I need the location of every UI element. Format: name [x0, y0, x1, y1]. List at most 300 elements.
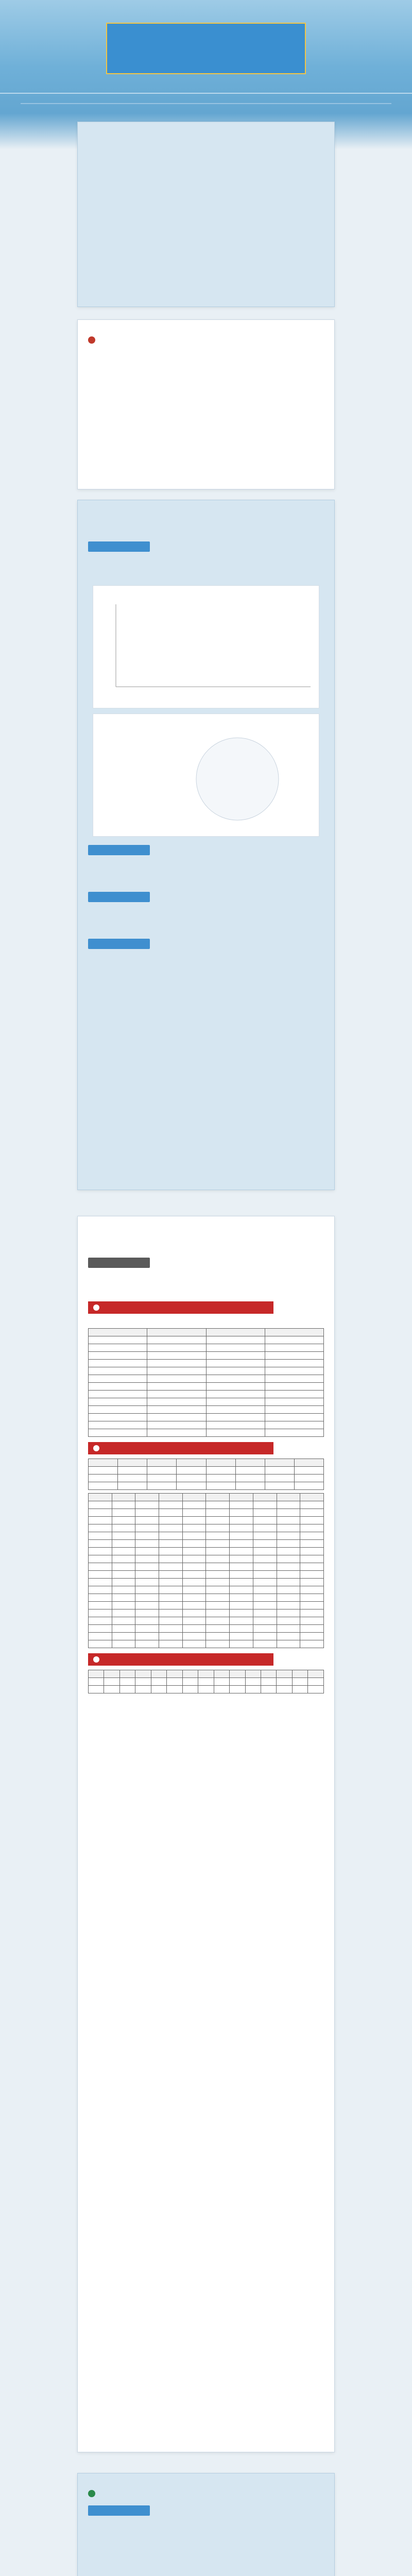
review-litigation-table — [88, 1670, 324, 1693]
table-cell — [300, 1509, 324, 1517]
table-cell — [89, 1391, 147, 1398]
table-cell — [253, 1524, 277, 1532]
table-cell — [253, 1617, 277, 1625]
table-cell — [135, 1548, 159, 1555]
table-cell — [214, 1670, 229, 1678]
table-cell — [206, 1532, 230, 1540]
table-cell — [89, 1670, 104, 1678]
table-cell — [147, 1329, 206, 1336]
table-cell — [112, 1501, 135, 1509]
table-cell — [253, 1540, 277, 1548]
table-cell — [277, 1633, 300, 1640]
table-cell — [206, 1421, 265, 1429]
table-cell — [300, 1602, 324, 1609]
table-cell — [206, 1524, 230, 1532]
table-cell — [206, 1375, 265, 1383]
table-cell — [89, 1609, 112, 1617]
table-cell — [230, 1548, 253, 1555]
table-cell — [253, 1555, 277, 1563]
table-cell — [300, 1540, 324, 1548]
table-cell — [159, 1509, 183, 1517]
table-cell — [89, 1625, 112, 1633]
table-row — [89, 1678, 324, 1686]
table-cell — [230, 1540, 253, 1548]
table-cell — [112, 1633, 135, 1640]
table-cell — [89, 1517, 112, 1524]
table-row — [89, 1475, 324, 1482]
table-row — [89, 1459, 324, 1467]
report-title-box — [106, 23, 306, 74]
table-cell — [135, 1579, 159, 1586]
table-cell — [253, 1579, 277, 1586]
table-cell — [300, 1609, 324, 1617]
table-cell — [206, 1329, 265, 1336]
table-cell — [112, 1571, 135, 1579]
table-cell — [112, 1494, 135, 1501]
table-cell — [206, 1367, 265, 1375]
table-cell — [300, 1517, 324, 1524]
table-cell — [277, 1617, 300, 1625]
table-row — [89, 1494, 324, 1501]
table-cell — [253, 1563, 277, 1571]
table-cell — [265, 1406, 323, 1414]
table-row — [89, 1398, 324, 1406]
overview-paragraph — [88, 402, 324, 424]
table-cell — [89, 1375, 147, 1383]
table-cell — [300, 1548, 324, 1555]
table-cell — [206, 1617, 230, 1625]
table-cell — [206, 1571, 230, 1579]
table-cell — [206, 1475, 235, 1482]
table-cell — [182, 1594, 206, 1602]
table-cell — [182, 1494, 206, 1501]
table-cell — [89, 1555, 112, 1563]
table-cell — [135, 1602, 159, 1609]
table-cell — [147, 1336, 206, 1344]
table-row — [89, 1640, 324, 1648]
section-heading — [88, 336, 324, 344]
table-cell — [135, 1494, 159, 1501]
table-cell — [230, 1509, 253, 1517]
table-cell — [182, 1555, 206, 1563]
table-cell — [89, 1467, 118, 1475]
table-cell — [265, 1391, 323, 1398]
table-row — [89, 1594, 324, 1602]
table-cell — [235, 1482, 265, 1490]
table-row — [89, 1524, 324, 1532]
section-banner — [88, 1442, 273, 1454]
table-row — [89, 1532, 324, 1540]
table-cell — [300, 1555, 324, 1563]
table-cell — [265, 1367, 323, 1375]
intro-paragraph — [88, 160, 324, 182]
table-cell — [177, 1475, 206, 1482]
table-cell — [159, 1501, 183, 1509]
table-cell — [277, 1625, 300, 1633]
table-cell — [182, 1586, 206, 1594]
table-row — [89, 1360, 324, 1367]
table-cell — [198, 1678, 214, 1686]
table-cell — [206, 1360, 265, 1367]
pie-chart — [98, 727, 315, 831]
table-cell — [277, 1586, 300, 1594]
table-cell — [206, 1640, 230, 1648]
intro-panel — [77, 122, 335, 307]
table-cell — [118, 1482, 147, 1490]
table-cell — [206, 1563, 230, 1571]
table-cell — [300, 1524, 324, 1532]
table-cell — [112, 1524, 135, 1532]
table-cell — [112, 1602, 135, 1609]
table-cell — [265, 1467, 294, 1475]
table-cell — [182, 1686, 198, 1693]
table-cell — [230, 1609, 253, 1617]
table-cell — [292, 1678, 307, 1686]
table-cell — [182, 1579, 206, 1586]
table-cell — [89, 1640, 112, 1648]
table-cell — [135, 1517, 159, 1524]
table-cell — [112, 1517, 135, 1524]
table-cell — [182, 1625, 206, 1633]
table-cell — [89, 1494, 112, 1501]
table-cell — [89, 1421, 147, 1429]
table-cell — [119, 1678, 135, 1686]
table-cell — [159, 1586, 183, 1594]
table-cell — [182, 1678, 198, 1686]
table-cell — [89, 1383, 147, 1391]
table-cell — [265, 1336, 323, 1344]
table-cell — [89, 1524, 112, 1532]
table-row — [89, 1383, 324, 1391]
table-cell — [277, 1640, 300, 1648]
table-cell — [104, 1686, 119, 1693]
table-cell — [206, 1625, 230, 1633]
section-marker-icon — [93, 1445, 99, 1451]
table-cell — [265, 1329, 323, 1336]
table-cell — [198, 1686, 214, 1693]
overview-paragraph — [88, 376, 324, 397]
table-cell — [89, 1459, 118, 1467]
table-cell — [135, 1509, 159, 1517]
table-cell — [182, 1532, 206, 1540]
table-cell — [265, 1414, 323, 1421]
table-row — [89, 1391, 324, 1398]
table-cell — [147, 1421, 206, 1429]
section-banner — [88, 1653, 273, 1666]
table-cell — [230, 1494, 253, 1501]
table-cell — [182, 1524, 206, 1532]
table-row — [89, 1617, 324, 1625]
table-cell — [265, 1344, 323, 1352]
table-cell — [206, 1383, 265, 1391]
section-marker-icon — [93, 1656, 99, 1663]
table-cell — [182, 1548, 206, 1555]
table-cell — [135, 1532, 159, 1540]
table-row — [89, 1467, 324, 1475]
table-cell — [206, 1594, 230, 1602]
section-marker-icon — [88, 336, 95, 344]
table-cell — [89, 1501, 112, 1509]
table-cell — [265, 1421, 323, 1429]
table-cell — [206, 1540, 230, 1548]
table-cell — [177, 1482, 206, 1490]
table-cell — [230, 1555, 253, 1563]
table-row — [89, 1670, 324, 1678]
table-cell — [147, 1383, 206, 1391]
table-cell — [206, 1555, 230, 1563]
disclosure-paragraph — [88, 512, 324, 533]
table-cell — [167, 1678, 182, 1686]
table-cell — [300, 1586, 324, 1594]
table-cell — [118, 1475, 147, 1482]
table-cell — [277, 1524, 300, 1532]
table-cell — [300, 1617, 324, 1625]
table-cell — [89, 1475, 118, 1482]
table-cell — [147, 1352, 206, 1360]
table-cell — [89, 1367, 147, 1375]
table-cell — [182, 1509, 206, 1517]
table-cell — [159, 1617, 183, 1625]
table-cell — [147, 1467, 177, 1475]
disclosure-paragraph — [88, 558, 324, 580]
table-cell — [147, 1482, 177, 1490]
table-cell — [89, 1579, 112, 1586]
table-cell — [159, 1602, 183, 1609]
table-cell — [294, 1467, 323, 1475]
table-cell — [89, 1548, 112, 1555]
table-cell — [135, 1609, 159, 1617]
table-cell — [89, 1509, 112, 1517]
table-cell — [119, 1670, 135, 1678]
table-cell — [300, 1640, 324, 1648]
table-cell — [253, 1501, 277, 1509]
table-cell — [253, 1609, 277, 1617]
table-cell — [147, 1406, 206, 1414]
table-cell — [159, 1579, 183, 1586]
table-cell — [230, 1579, 253, 1586]
table-cell — [253, 1532, 277, 1540]
table-cell — [230, 1524, 253, 1532]
table-cell — [230, 1670, 245, 1678]
table-cell — [265, 1482, 294, 1490]
table-cell — [300, 1532, 324, 1540]
table-cell — [135, 1594, 159, 1602]
table-row — [89, 1602, 324, 1609]
table-cell — [253, 1602, 277, 1609]
application-results-table — [88, 1493, 324, 1648]
overview-paragraph — [88, 349, 324, 370]
disclosure-paragraph — [88, 956, 324, 977]
bar-chart-card — [93, 585, 319, 708]
table-cell — [206, 1586, 230, 1594]
table-cell — [89, 1571, 112, 1579]
table-cell — [265, 1429, 323, 1437]
table-cell — [206, 1602, 230, 1609]
table-cell — [300, 1579, 324, 1586]
table-cell — [294, 1482, 323, 1490]
table-row — [89, 1609, 324, 1617]
table-cell — [230, 1686, 245, 1693]
table-cell — [159, 1571, 183, 1579]
table-cell — [230, 1586, 253, 1594]
table-cell — [277, 1571, 300, 1579]
table-cell — [292, 1670, 307, 1678]
table-cell — [112, 1594, 135, 1602]
table-cell — [245, 1686, 261, 1693]
subsection-heading — [88, 845, 150, 855]
table-cell — [292, 1686, 307, 1693]
table-cell — [206, 1414, 265, 1421]
table-cell — [147, 1475, 177, 1482]
table-cell — [159, 1594, 183, 1602]
table-cell — [277, 1563, 300, 1571]
table-cell — [112, 1548, 135, 1555]
table-cell — [230, 1625, 253, 1633]
table-row — [89, 1579, 324, 1586]
section-heading — [88, 2490, 324, 2497]
table-row — [89, 1586, 324, 1594]
table-cell — [147, 1391, 206, 1398]
table-cell — [230, 1501, 253, 1509]
table-cell — [159, 1625, 183, 1633]
table-cell — [177, 1467, 206, 1475]
table-cell — [300, 1494, 324, 1501]
table-cell — [277, 1670, 292, 1678]
table-cell — [206, 1548, 230, 1555]
table-cell — [151, 1678, 166, 1686]
problems-panel — [77, 2473, 335, 2576]
table-cell — [147, 1459, 177, 1467]
table-cell — [245, 1670, 261, 1678]
proactive-disclosure-table — [88, 1328, 324, 1437]
table-cell — [300, 1625, 324, 1633]
table-cell — [300, 1563, 324, 1571]
table-cell — [135, 1625, 159, 1633]
table-cell — [182, 1602, 206, 1609]
pie-chart-title — [98, 718, 314, 725]
table-cell — [253, 1494, 277, 1501]
table-cell — [147, 1367, 206, 1375]
table-cell — [277, 1548, 300, 1555]
bar-chart — [98, 599, 315, 702]
tables-paragraph — [88, 1275, 324, 1296]
tables-paragraph — [88, 1228, 324, 1249]
table-cell — [167, 1686, 182, 1693]
table-cell — [230, 1617, 253, 1625]
table-cell — [159, 1494, 183, 1501]
table-cell — [265, 1459, 294, 1467]
table-cell — [112, 1532, 135, 1540]
table-row — [89, 1686, 324, 1693]
subsection-heading — [88, 1258, 150, 1268]
table-cell — [89, 1344, 147, 1352]
table-cell — [89, 1329, 147, 1336]
table-cell — [206, 1482, 235, 1490]
table-cell — [300, 1501, 324, 1509]
active-disclosure-panel — [77, 500, 335, 1190]
table-cell — [147, 1375, 206, 1383]
table-cell — [135, 1563, 159, 1571]
intro-paragraph — [88, 187, 324, 209]
table-cell — [89, 1586, 112, 1594]
table-cell — [253, 1633, 277, 1640]
table-cell — [206, 1494, 230, 1501]
table-cell — [182, 1571, 206, 1579]
table-cell — [159, 1532, 183, 1540]
table-cell — [253, 1594, 277, 1602]
table-cell — [277, 1517, 300, 1524]
table-cell — [198, 1670, 214, 1678]
table-cell — [167, 1670, 182, 1678]
table-row — [89, 1421, 324, 1429]
table-cell — [214, 1678, 229, 1686]
table-cell — [112, 1579, 135, 1586]
table-cell — [182, 1670, 198, 1678]
table-cell — [230, 1517, 253, 1524]
table-cell — [112, 1563, 135, 1571]
table-cell — [112, 1540, 135, 1548]
table-cell — [206, 1609, 230, 1617]
table-cell — [112, 1625, 135, 1633]
table-cell — [104, 1678, 119, 1686]
table-cell — [147, 1344, 206, 1352]
table-cell — [89, 1678, 104, 1686]
table-row — [89, 1548, 324, 1555]
table-cell — [206, 1459, 235, 1467]
table-cell — [135, 1678, 151, 1686]
table-cell — [182, 1633, 206, 1640]
decorative-line — [21, 103, 391, 104]
table-cell — [89, 1563, 112, 1571]
table-cell — [277, 1532, 300, 1540]
table-row — [89, 1633, 324, 1640]
table-cell — [230, 1594, 253, 1602]
table-row — [89, 1352, 324, 1360]
table-cell — [135, 1686, 151, 1693]
table-cell — [235, 1467, 265, 1475]
table-cell — [235, 1459, 265, 1467]
table-cell — [89, 1352, 147, 1360]
overview-panel — [77, 319, 335, 489]
table-cell — [151, 1686, 166, 1693]
table-cell — [118, 1467, 147, 1475]
table-cell — [147, 1398, 206, 1406]
table-cell — [182, 1540, 206, 1548]
table-cell — [206, 1336, 265, 1344]
table-row — [89, 1509, 324, 1517]
table-title — [88, 1318, 324, 1325]
table-cell — [89, 1617, 112, 1625]
problems-paragraph — [88, 2549, 324, 2571]
table-cell — [230, 1563, 253, 1571]
table-cell — [89, 1532, 112, 1540]
table-row — [89, 1367, 324, 1375]
table-cell — [182, 1501, 206, 1509]
subsection-heading — [88, 892, 150, 902]
table-cell — [159, 1548, 183, 1555]
table-cell — [112, 1640, 135, 1648]
table-cell — [265, 1383, 323, 1391]
table-cell — [182, 1517, 206, 1524]
table-cell — [294, 1459, 323, 1467]
table-cell — [308, 1686, 324, 1693]
table-row — [89, 1406, 324, 1414]
table-cell — [147, 1414, 206, 1421]
table-row — [89, 1540, 324, 1548]
table-cell — [261, 1678, 276, 1686]
table-cell — [206, 1509, 230, 1517]
table-cell — [277, 1686, 292, 1693]
